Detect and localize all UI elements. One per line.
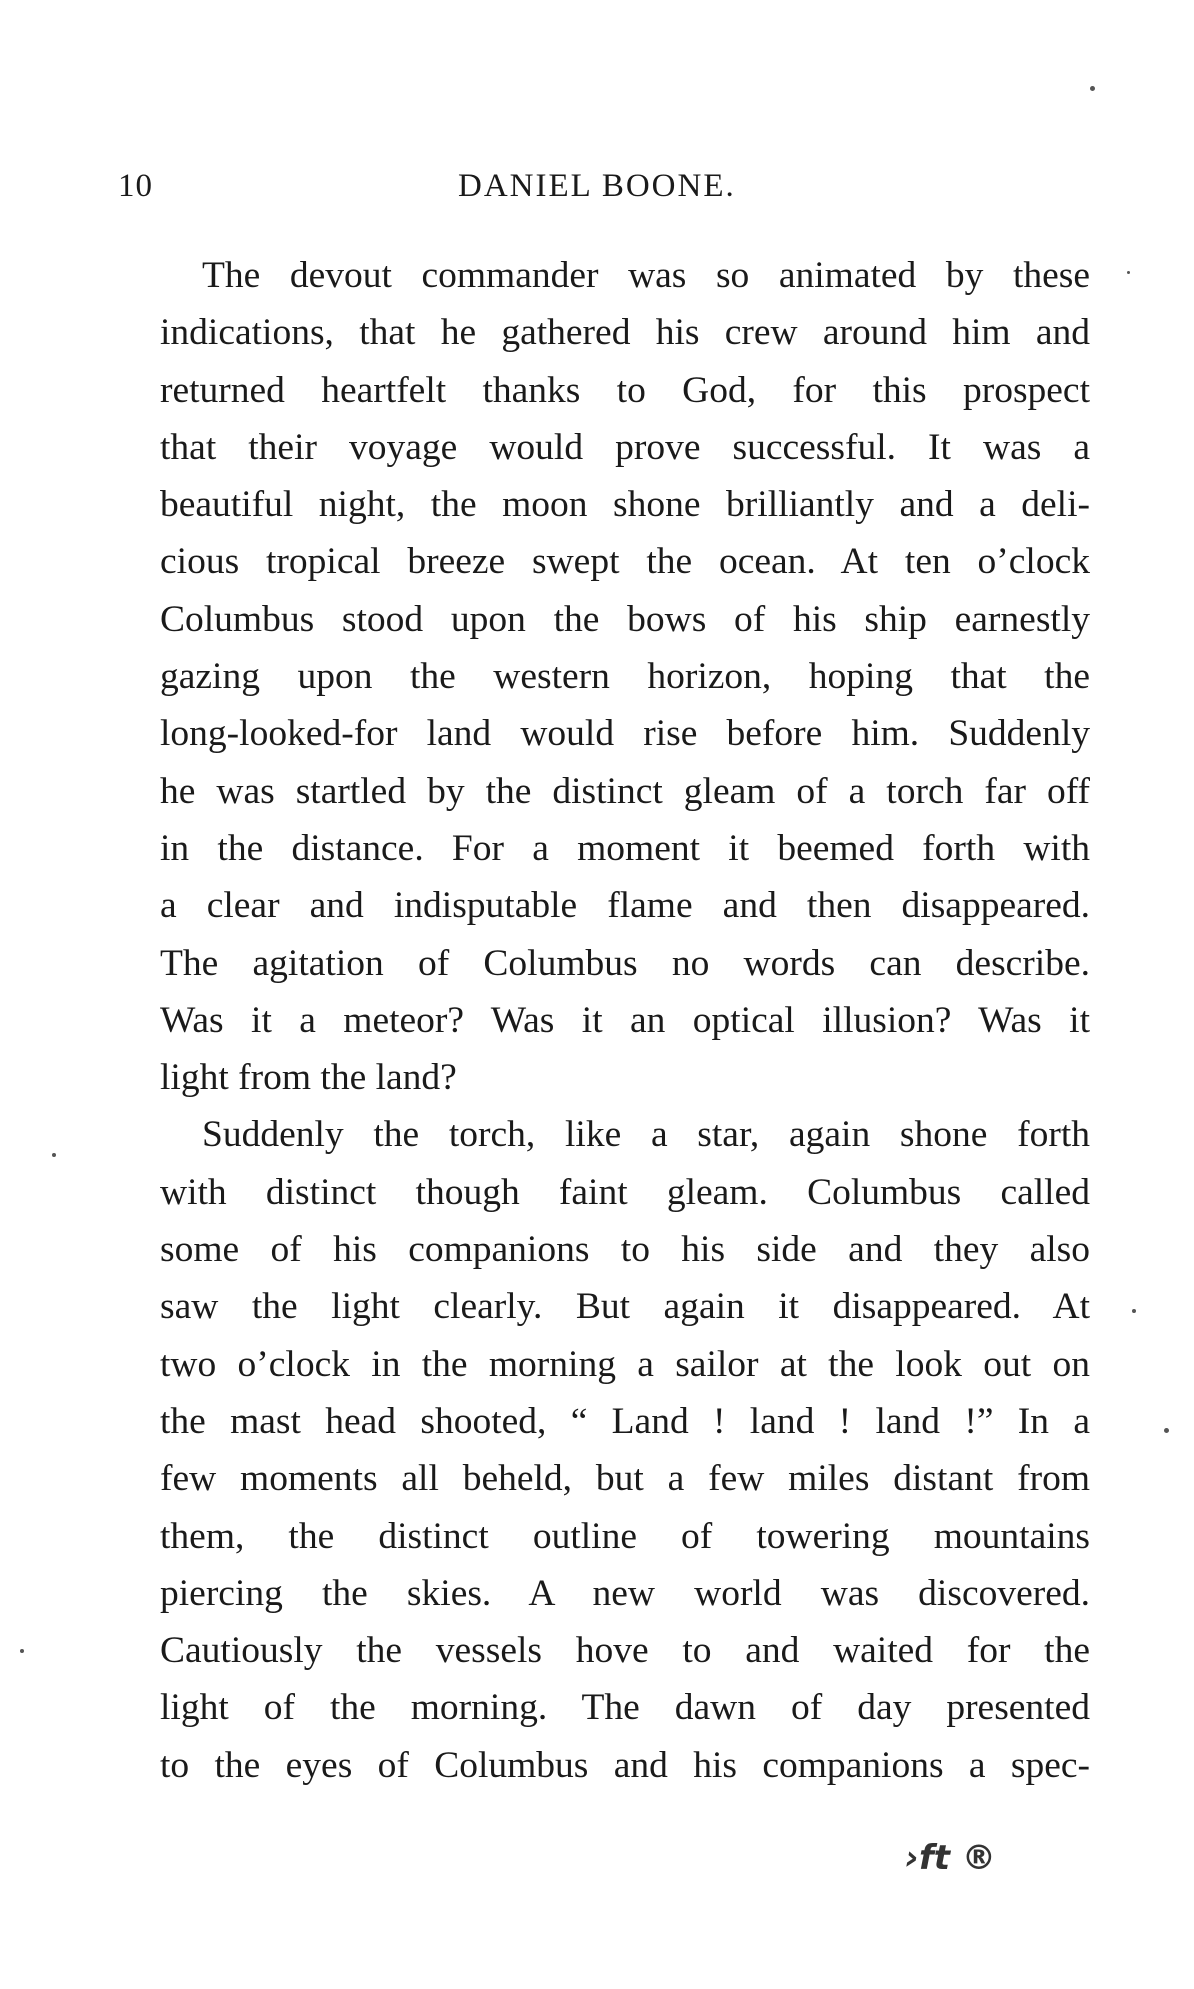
paragraph-1 — [118, 247, 1090, 1106]
text-line: to the eyes of Columbus and his companions a spec- — [160, 1744, 1090, 1786]
text-line: the mast head shooted, “ Land ! land ! land !” In a — [160, 1400, 1090, 1442]
text-line: saw the light clearly. But again it disappeared. At — [160, 1286, 1090, 1328]
text-line: The devout commander was so animated by these — [202, 255, 1090, 296]
text-line: Cautiously the vessels hove to and waited for the — [160, 1630, 1090, 1672]
text-line: two o’clock in the morning a sailor at the look out on — [160, 1343, 1090, 1385]
text-line: a clear and indisputable flame and then disappeared. — [160, 885, 1090, 927]
ink-speck — [1090, 86, 1095, 91]
page-header — [118, 168, 1088, 218]
body-text — [118, 247, 1090, 1794]
text-line: he was startled by the distinct gleam of a torch far off — [160, 770, 1090, 812]
text-line: returned heartfelt thanks to God, for this prospect — [160, 369, 1090, 411]
text-line: gazing upon the western horizon, hoping that the — [160, 656, 1090, 698]
text-line: beautiful night, the moon shone brilliantly and a deli- — [160, 484, 1090, 526]
text-line: piercing the skies. A new world was discovered. — [160, 1572, 1090, 1614]
ink-speck — [1132, 1309, 1136, 1313]
library-stamp: ›ft ® — [905, 1838, 996, 1878]
paragraph-2 — [118, 1106, 1090, 1794]
text-line: Columbus stood upon the bows of his ship earnestly — [160, 598, 1090, 640]
text-line: them, the distinct outline of towering mountains — [160, 1515, 1090, 1557]
ink-speck — [52, 1153, 56, 1157]
ink-speck — [1164, 1428, 1169, 1433]
text-line: that their voyage would prove successful. It was a — [160, 426, 1090, 468]
text-line: some of his companions to his side and they also — [160, 1229, 1090, 1271]
ink-speck — [1127, 271, 1130, 274]
text-line: cious tropical breeze swept the ocean. At ten o’clock — [160, 541, 1090, 583]
ink-speck — [20, 1649, 24, 1653]
text-line: Was it a meteor? Was it an optical illusion? Was it — [160, 999, 1090, 1041]
text-line: light from the land? — [160, 1057, 457, 1099]
page-number: 10 — [118, 168, 153, 204]
text-line: with distinct though faint gleam. Columbus called — [160, 1171, 1090, 1213]
text-line: The agitation of Columbus no words can describe. — [160, 942, 1090, 984]
text-line: long-looked-for land would rise before him. Suddenly — [160, 713, 1090, 755]
running-head: DANIEL BOONE. — [458, 168, 736, 204]
text-line: in the distance. For a moment it beemed forth with — [160, 827, 1090, 869]
text-line: indications, that he gathered his crew around him and — [160, 312, 1090, 354]
text-line: few moments all beheld, but a few miles distant from — [160, 1458, 1090, 1500]
text-line: light of the morning. The dawn of day presented — [160, 1687, 1090, 1729]
text-line: Suddenly the torch, like a star, again shone forth — [202, 1114, 1090, 1156]
